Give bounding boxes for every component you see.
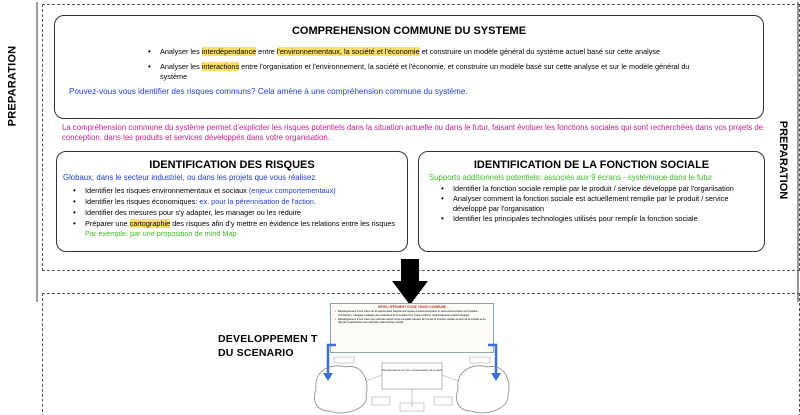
comprehension-bullets [148,47,703,82]
risk-bullet-3 [73,208,407,218]
social-bullets [441,184,764,224]
risk-note: : ex. pour la pérennisation de l'action. [195,197,316,206]
social-subtitle: Supports additionnels potentiels: associés aux 9 écrans - systémique dans le futur [429,173,713,182]
common-vision-bullet-1: • Développement d'une vision de la société dans laquelle les risques environnementaux et socio-économiques sont réduits / considérés / managés / adaptés aux évolutions de la société à un niveau culturel, organisationnel et technologique [335,310,489,317]
text-fragment: entre [256,47,277,56]
preparation-side-label-right [773,100,793,220]
risk-note: (enjeux comportementaux) [248,186,336,195]
risk-subtitle: Globaux, dans le secteur industriel, ou dans les projets que vous réalisez [63,173,316,182]
risk-identification-box [56,151,408,252]
common-vision-bullet-2: • Développement d'une vision qui s'articule autour d'une nouvelle manière de remplir la fonction sociale au sein de la société et du rôle de l'organisation pour atteindre cette fonction sociale [335,318,489,325]
social-bullet-1: • Identifier la fonction sociale remplie par le produit / service développé par l'organisation [441,184,764,194]
highlight-environnement: l'environnementaux, la société et l'économie [276,47,420,56]
thumb-center-title: Développement d'une cartographie de projets [381,368,443,372]
text-fragment: Préparer une [85,219,130,228]
comprehension-bullet-2 [148,62,703,82]
scenario-thumbnail [312,303,512,415]
comprehension-bullet-1 [148,47,703,57]
side-label-left-text: PREPARATION [6,45,19,127]
text-fragment: et construire un modèle général du système actuel basé sur cette analyse [419,47,661,56]
comprehension-box [54,15,764,119]
mind-map-example: Par exemple: par une proposition de mind Map [85,229,237,238]
preparation-side-label-left [2,26,22,146]
common-vision-title: DEVELOPPEMENT D'UNE VISION COMMUNE [377,305,447,309]
common-risk-question: Pouvez-vous vous identifier des risques communs? Cela amène à une compréhension commune du système. [69,87,468,96]
scenario-label: DEVELOPPEMEN T DU SCENARIO [218,333,318,359]
risk-bullet-1 [73,186,407,196]
risk-bullet-4 [73,219,407,239]
risk-bullets [73,186,407,239]
text-fragment: Identifier des mesures pour s'y adapter, les manager ou les réduire [85,208,301,217]
text-fragment: Analyser les [160,62,202,71]
scenario-mindmap-icon [312,303,512,415]
social-bullet-2: • Analyser comment la fonction sociale est actuellement remplie par le produit / service développé par l'organisation [441,194,764,214]
text-fragment: Identifier les risques environnementaux et sociaux [85,186,249,195]
risk-bullet-2 [73,197,407,207]
left-rule [36,2,38,302]
explanation-text: La compréhension commune du système permet d'expliciter les risques potentiels dans la situation actuelle ou dans le futur, faisant évoluer les fonctions sociales qui sont recherchées dans vos projets de conception, dans les produits et services développés dans votre organisation. [62,123,763,142]
social-function-box [418,151,765,252]
comprehension-title: COMPREHENSION COMMUNE DU SYSTEME [291,25,527,37]
social-bullet-3: • Identifier les principales technologies utilisés pour remplir la fonction sociale [441,214,764,224]
risk-title: IDENTIFICATION DES RISQUES [149,159,315,171]
highlight-interactions: interactions [201,62,240,71]
social-title: IDENTIFICATION DE LA FONCTION SOCIALE [473,159,710,171]
text-fragment: Identifier les risques économiques [85,197,196,206]
highlight-interdependance: interdépendance [201,47,257,56]
side-label-right-text: PREPARATION [777,120,789,200]
text-fragment: des risques afin d'y mettre en évidence les relations entre les risques [170,219,396,228]
text-fragment: Analyser les [160,47,202,56]
highlight-cartographie: cartographie [129,219,171,228]
text-fragment: entre l'organisation et l'environnement, la société et l'économie, et construire un modèle basé sur cette analyse et sur le modèle général du système [160,62,690,81]
down-arrow-icon [392,259,428,305]
